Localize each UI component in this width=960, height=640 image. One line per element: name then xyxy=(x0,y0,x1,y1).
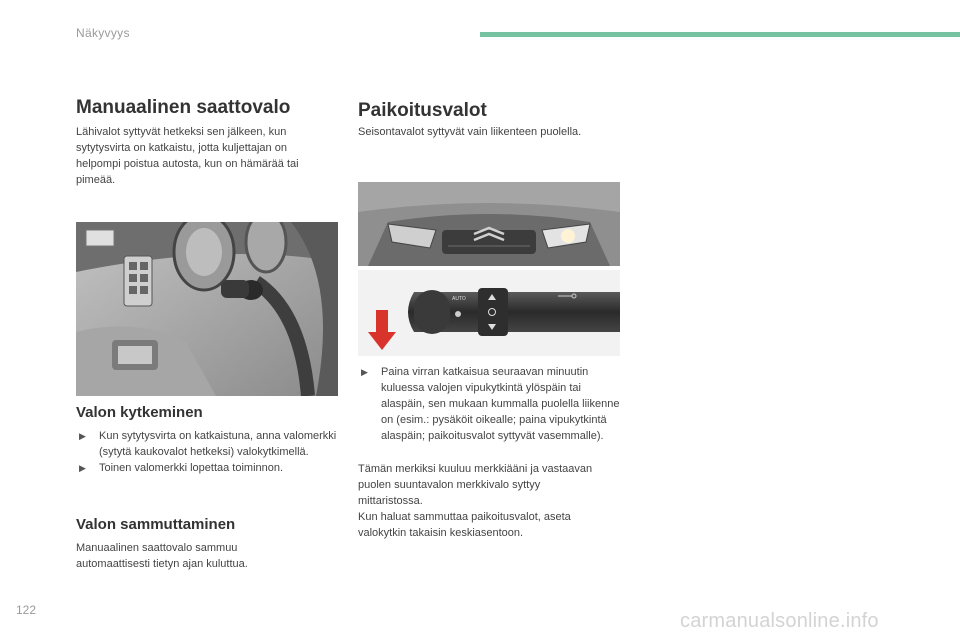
light-stalk-illustration xyxy=(358,270,620,356)
parking-lights-intro: Seisontavalot syttyvät vain liikenteen puolella. xyxy=(358,126,582,138)
activation-heading: Valon kytkeminen xyxy=(76,404,203,421)
watermark-text: carmanualsonline.info xyxy=(680,610,879,632)
page-number: 122 xyxy=(16,603,37,617)
parking-lights-signal-text: Tämän merkiksi kuuluu merkkiääni ja vastaavan puolen suuntavalon merkkivalo syttyy mittaristossa. xyxy=(358,463,593,507)
car-front-photo xyxy=(358,182,620,266)
bullet-marker-icon: ▶ xyxy=(79,431,86,441)
dashboard-stalk-photo xyxy=(76,222,338,396)
section-label: Näkyvyys xyxy=(76,26,130,40)
list-item: ▶ Kun sytytysvirta on katkaistuna, anna valomerkki (sytytä kaukovalot hetkeksi) valokytkimellä. xyxy=(79,430,337,458)
list-item: ▶ Toinen valomerkki lopettaa toiminnon. xyxy=(79,462,284,474)
manual-lighting-intro: Lähivalot syttyvät hetkeksi sen jälkeen, kun sytytysvirta on katkaistu, jotta kuljettajan on helpompi poistua autosta, kun on hämärää tai pimeää. xyxy=(76,126,299,186)
bullet-marker-icon: ▶ xyxy=(361,367,368,377)
bullet-marker-icon: ▶ xyxy=(79,463,86,473)
manual-lighting-title: Manuaalinen saattovalo xyxy=(76,97,291,118)
deactivation-text: Manuaalinen saattovalo sammuu automaattisesti tietyn ajan kuluttua. xyxy=(76,542,248,570)
parking-lights-off-text: Kun haluat sammuttaa paikoitusvalot, aseta valokytkin takaisin keskiasentoon. xyxy=(358,511,571,539)
stalk-auto-label: AUTO xyxy=(452,296,466,302)
parking-lights-steps xyxy=(358,364,620,444)
list-item: ▶ Paina virran katkaisua seuraavan minuutin kuluessa valojen vipukytkintä ylöspäin tai alaspäin, sen mukaan kummalla puolella liikenne on (esim.: pysäköit oikealle; paina vipukytkintä alaspäin; paikoitusvalot syttyvät vasemmalle). xyxy=(361,366,620,442)
activation-list xyxy=(76,428,338,476)
parking-lights-title: Paikoitusvalot xyxy=(358,100,487,121)
section-accent-bar xyxy=(480,32,960,37)
deactivation-heading: Valon sammuttaminen xyxy=(76,516,236,533)
